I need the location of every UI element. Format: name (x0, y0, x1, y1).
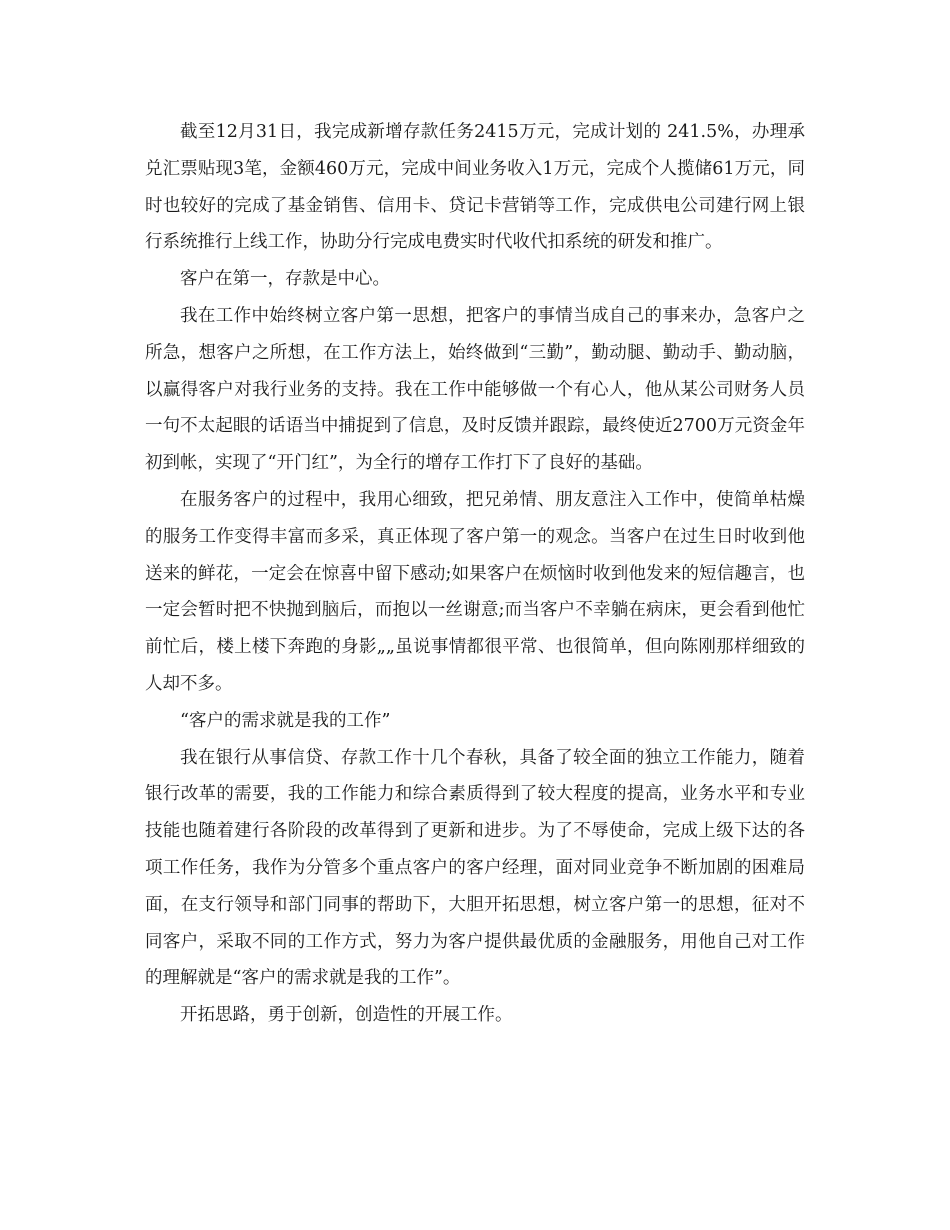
paragraph-customer-service: 在服务客户的过程中，我用心细致，把兄弟情、朋友意注入工作中，使简单枯燥的服务工作变得丰富而多采，真正体现了客户第一的观念。当客户在过生日时收到他送来的鲜花，一定会在惊喜中留下感动;如果客户在烦恼时收到他发来的短信趣言，也一定会暂时把不快抛到脑后，而抱以一丝谢意;而当客户不幸躺在病床，更会看到他忙前忙后，楼上楼下奔跑的身影„„虽说事情都很平常、也很简单，但向陈刚那样细致的人却不多。 (145, 489, 805, 694)
paragraph-heading-customer-first: 客户在第一，存款是中心。 (180, 269, 390, 290)
paragraph-customer-first-thinking: 我在工作中始终树立客户第一思想，把客户的事情当成自己的事来办，急客户之所急，想客户之所想，在工作方法上，始终做到“三勤”，勤动腿、勤动手、勤动脑，以赢得客户对我行业务的支持。我在工作中能够做一个有心人，他从某公司财务人员一句不太起眼的话语当中捕捉到了信息，及时反馈并跟踪，最终使近2700万元资金年初到帐，实现了“开门红”，为全行的增存工作打下了良好的基础。 (145, 305, 805, 474)
document-body (145, 114, 805, 1034)
paragraph-performance-summary: 截至12月31日，我完成新增存款任务2415万元，完成计划的 241.5%，办理承兑汇票贴现3笔，金额460万元，完成中间业务收入1万元，完成个人揽储61万元，同时也较好的完成了基金销售、信用卡、贷记卡营销等工作，完成供电公司建行网上银行系统推行上线工作，协助分行完成电费实时代收代扣系统的研发和推广。 (145, 122, 805, 253)
paragraph-heading-customer-needs: “客户的需求就是我的工作” (180, 710, 391, 731)
paragraph-work-experience: 我在银行从事信贷、存款工作十几个春秋，具备了较全面的独立工作能力，随着银行改革的需要，我的工作能力和综合素质得到了较大程度的提高，业务水平和专业技能也随着建行各阶段的改革得到了更新和进步。为了不辱使命，完成上级下达的各项工作任务，我作为分管多个重点客户的客户经理，面对同业竞争不断加剧的困难局面，在支行领导和部门同事的帮助下，大胆开拓思想，树立客户第一的思想，征对不同客户，采取不同的工作方式，努力为客户提供最优质的金融服务，用他自己对工作的理解就是“客户的需求就是我的工作”。 (145, 747, 805, 989)
paragraph-heading-innovation: 开拓思路，勇于创新，创造性的开展工作。 (180, 1005, 513, 1026)
